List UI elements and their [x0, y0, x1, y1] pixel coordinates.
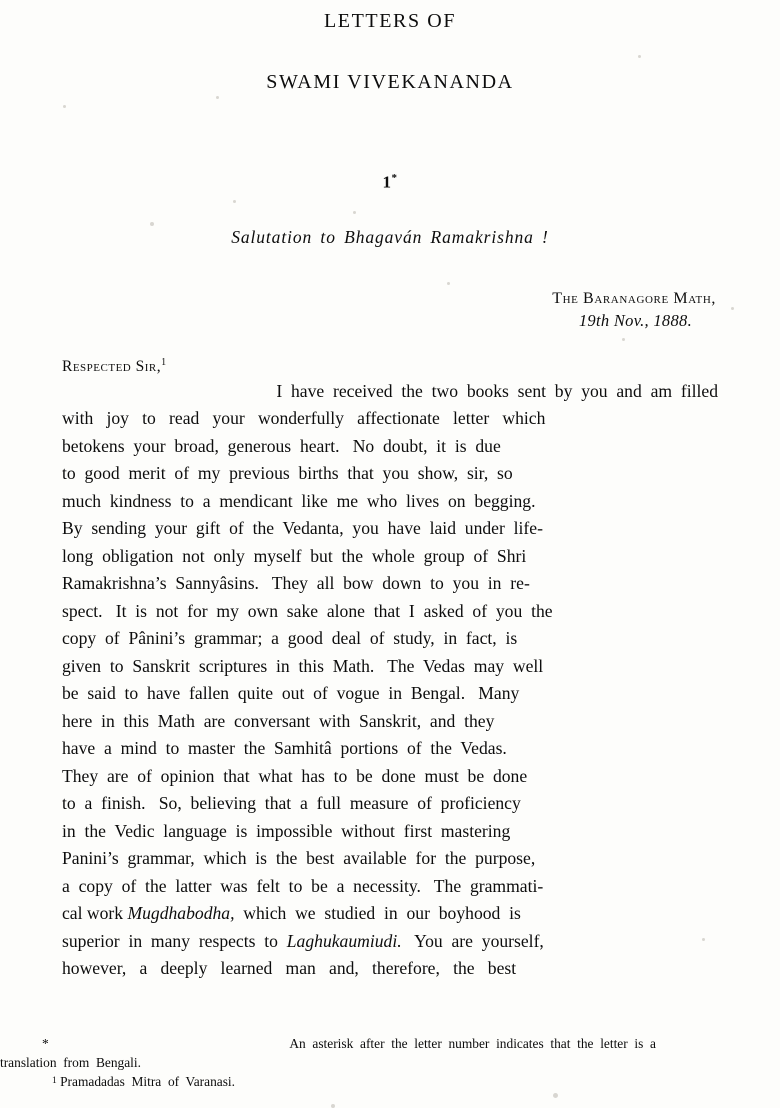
letter-number-value: 1: [382, 172, 392, 192]
body-line-text: have a mind to master the Samhitâ portions of the Vedas.: [62, 738, 507, 759]
book-title-italic: Laghukaumiudi.: [286, 930, 402, 951]
body-line: [62, 378, 718, 406]
body-line-text: however, a deeply learned man and, therefore, the best: [62, 958, 517, 979]
body-line-text: Ramakrishna’s Sannyâsins. They all bow down to you in re-: [62, 573, 530, 594]
footnote-one-text: Pramadadas Mitra of Varanasi.: [60, 1074, 236, 1089]
letter-number-asterisk: *: [391, 172, 398, 184]
footnote-one-line-1: [0, 1072, 656, 1091]
body-line-text: copy of Pânini’s grammar; a good deal of study, in fact, is: [62, 628, 518, 649]
body-line-text: to good merit of my previous births that you show, sir, so: [62, 463, 513, 484]
footnote-asterisk-text-2: translation from Bengali.: [0, 1055, 141, 1070]
page-content: [62, 0, 718, 1108]
footnote-asterisk-line-1: [0, 1034, 656, 1053]
body-line: [62, 680, 718, 708]
body-line-text: cal work Mugdhabodha, which we studied in our boyhood is: [62, 903, 521, 924]
addressee-salutation: [62, 357, 718, 376]
body-line-text: I have received the two books sent by you and am filled: [276, 380, 718, 401]
body-line: [62, 955, 718, 983]
salutation-heading: Salutation to Bhagaván Ramakrishna !: [231, 226, 549, 247]
body-line-text: spect. It is not for my own sake alone that I asked of you the: [62, 600, 553, 621]
body-line: [62, 818, 718, 846]
body-line-text: They are of opinion that what has to be done must be done: [62, 765, 528, 786]
footnote-asterisk-text-1: An asterisk after the letter number indicates that the letter is a: [289, 1036, 656, 1051]
body-line: [62, 460, 718, 488]
body-line: [62, 543, 718, 571]
body-line: [62, 433, 718, 461]
body-line-text: with joy to read your wonderfully affectionate letter which: [62, 408, 546, 429]
paragraph-indent: [62, 378, 80, 406]
scan-speck: [731, 307, 734, 310]
body-line: [62, 928, 718, 956]
body-line: [62, 708, 718, 736]
footnote-asterisk-marker: *: [42, 1036, 49, 1051]
body-line-text: to a finish. So, believing that a full measure of proficiency: [62, 793, 521, 814]
body-line: [62, 735, 718, 763]
body-line-text: Panini’s grammar, which is the best available for the purpose,: [62, 848, 536, 869]
dateline: [62, 290, 718, 331]
body-line: [62, 763, 718, 791]
body-line: [62, 900, 718, 928]
dateline-place: The Baranagore Math,: [552, 289, 716, 307]
dateline-date: 19th Nov., 1888.: [578, 310, 692, 330]
body-line: [62, 625, 718, 653]
footnote-asterisk-line-2: [0, 1053, 656, 1072]
body-line: [62, 488, 718, 516]
footnotes-block: [0, 1034, 656, 1091]
body-line: [62, 405, 718, 433]
body-line: [62, 845, 718, 873]
body-line: [62, 653, 718, 681]
letter-body: [62, 378, 718, 983]
body-line-text: given to Sanskrit scriptures in this Math. The Vedas may well: [62, 655, 544, 676]
body-line: [62, 790, 718, 818]
body-line-text: much kindness to a mendicant like me who lives on begging.: [62, 490, 536, 511]
body-line-text: long obligation not only myself but the whole group of Shri: [62, 545, 527, 566]
addressee-text: Respected Sir,: [62, 357, 162, 375]
body-line-text: superior in many respects to Laghukaumiudi. You are yourself,: [62, 930, 544, 951]
body-line-text: here in this Math are conversant with Sanskrit, and they: [62, 710, 495, 731]
body-line-text: a copy of the latter was felt to be a necessity. The grammati-: [62, 875, 544, 896]
body-line: [62, 598, 718, 626]
body-line-text: in the Vedic language is impossible without first mastering: [62, 820, 511, 841]
book-title-line-2: SWAMI VIVEKANANDA: [266, 71, 514, 93]
letter-number: [62, 172, 718, 193]
footnote-one-marker: 1: [52, 1076, 57, 1086]
body-line: [62, 570, 718, 598]
body-line: [62, 515, 718, 543]
body-line: [62, 873, 718, 901]
body-line-text: By sending your gift of the Vedanta, you have laid under life-: [62, 518, 543, 539]
body-line-text: be said to have fallen quite out of vogue in Bengal. Many: [62, 683, 520, 704]
book-title-italic: Mugdhabodha,: [127, 903, 235, 924]
book-title-line-1: LETTERS OF: [323, 10, 457, 32]
body-line-text: betokens your broad, generous heart. No doubt, it is due: [62, 435, 501, 456]
addressee-footnote-marker: 1: [161, 356, 167, 368]
